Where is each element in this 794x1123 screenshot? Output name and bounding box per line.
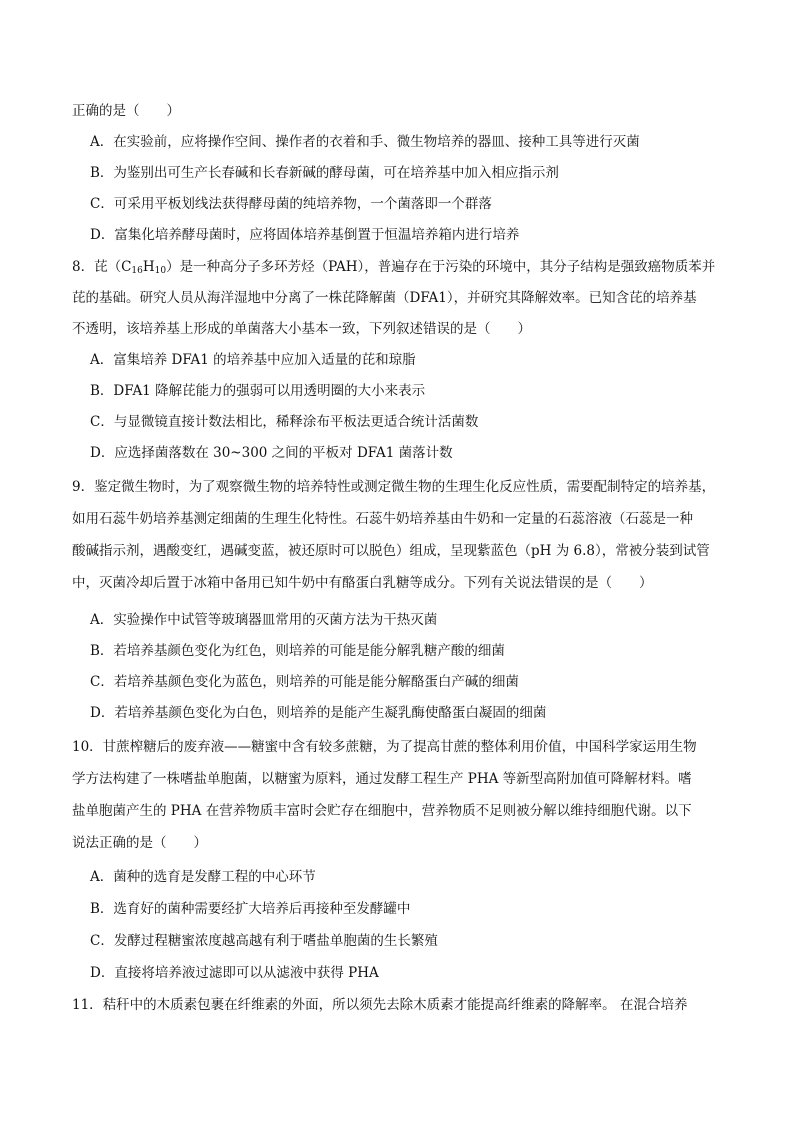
- q8-option-c: C．与显微镜直接计数法相比，稀释涂布平板法更适合统计活菌数: [90, 414, 479, 430]
- q9-stem-line-3: 酸碱指示剂，遇酸变红，遇碱变蓝，被还原时可以脱色）组成，呈现紫蓝色（pH 为 6.8），常被分装到试管: [72, 543, 710, 559]
- q9-option-b: B．若培养基颜色变化为红色，则培养的可能是能分解乳糖产酸的细菌: [90, 643, 505, 659]
- q7-option-b: B．为鉴别出可生产长春碱和长春新碱的酵母菌，可在培养基中加入相应指示剂: [90, 165, 559, 181]
- q10-stem-line-4: 说法正确的是（ ）: [72, 835, 207, 851]
- q7-option-c: C．可采用平板划线法获得酵母菌的纯培养物，一个菌落即一个群落: [90, 196, 492, 212]
- q8-stem-suffix: ）是一种高分子多环芳烃（PAH），普遍存在于污染的环境中，其分子结构是强致癌物质苯并: [166, 259, 716, 275]
- q9-option-a: A．实验操作中试管等玻璃器皿常用的灭菌方法为干热灭菌: [90, 612, 438, 628]
- q10-option-d: D．直接将培养液过滤即可以从滤液中获得 PHA: [90, 965, 379, 981]
- q10-stem-line-3: 盐单胞菌产生的 PHA 在营养物质丰富时会贮存在细胞中，营养物质不足则被分解以维持细胞代谢。以下: [72, 803, 692, 819]
- q8-stem-line-3: 不透明，该培养基上形成的单菌落大小基本一致，下列叙述错误的是（ ）: [72, 321, 531, 337]
- q9-stem-line-4: 中，灭菌冷却后置于冰箱中备用已知牛奶中有酪蛋白乳糖等成分。下列有关说法错误的是（ ）: [72, 575, 653, 591]
- q9-option-d: D．若培养基颜色变化为白色，则培养的是能产生凝乳酶使酪蛋白凝固的细菌: [90, 705, 547, 721]
- q7-option-d: D．富集化培养酵母菌时，应将固体培养基倒置于恒温培养箱内进行培养: [90, 227, 520, 243]
- q8-stem-line-2: 芘的基础。研究人员从海洋湿地中分离了一株芘降解菌（DFA1），并研究其降解效率。已知含芘的培养基: [72, 290, 697, 306]
- q9-stem-line-2: 如用石蕊牛奶培养基测定细菌的生理生化特性。石蕊牛奶培养基由牛奶和一定量的石蕊溶液（石蕊是一种: [72, 511, 693, 527]
- q10-option-c: C．发酵过程糖蜜浓度越高越有利于嗜盐单胞菌的生长繁殖: [90, 933, 438, 949]
- q7-stem-tail: 正确的是（ ）: [72, 103, 180, 119]
- q8-option-b: B．DFA1 降解芘能力的强弱可以用透明圈的大小来表示: [90, 383, 426, 399]
- formula-subscript-h: 10: [154, 266, 167, 276]
- q7-option-a: A．在实验前，应将操作空间、操作者的衣着和手、微生物培养的器皿、接种工具等进行灭菌: [90, 134, 640, 150]
- formula-subscript-c: 16: [131, 266, 143, 276]
- q11-stem-line-1: 11．秸秆中的木质素包裹在纤维素的外面，所以须先去除木质素才能提高纤维素的降解率。 在混合培养: [72, 997, 688, 1013]
- q8-option-d: D．应选择菌落数在 30~300 之间的平板对 DFA1 菌落计数: [90, 445, 453, 461]
- formula-h: H: [142, 259, 155, 275]
- q10-stem-line-2: 学方法构建了一株嗜盐单胞菌，以糖蜜为原料，通过发酵工程生产 PHA 等新型高附加值可降解材料。嗜: [72, 771, 692, 787]
- q9-option-c: C．若培养基颜色变化为蓝色，则培养的可能是能分解酪蛋白产碱的细菌: [90, 674, 519, 690]
- q10-option-a: A．菌种的选育是发酵工程的中心环节: [90, 869, 316, 885]
- q9-stem-line-1: 9．鉴定微生物时，为了观察微生物的培养特性或测定微生物的生理生化反应性质，需要配制特定的培养基，: [72, 479, 716, 495]
- q8-stem-prefix: 8．芘（C: [72, 259, 132, 275]
- q8-stem-line-1: [72, 257, 715, 277]
- q10-option-b: B．选育好的菌种需要经扩大培养后再接种至发酵罐中: [90, 901, 411, 917]
- q10-stem-line-1: 10．甘蔗榨糖后的废弃液——糖蜜中含有较多蔗糖，为了提高甘蔗的整体利用价值，中国科学家运用生物: [72, 739, 697, 755]
- q8-option-a: A．富集培养 DFA1 的培养基中应加入适量的芘和琼脂: [90, 352, 416, 368]
